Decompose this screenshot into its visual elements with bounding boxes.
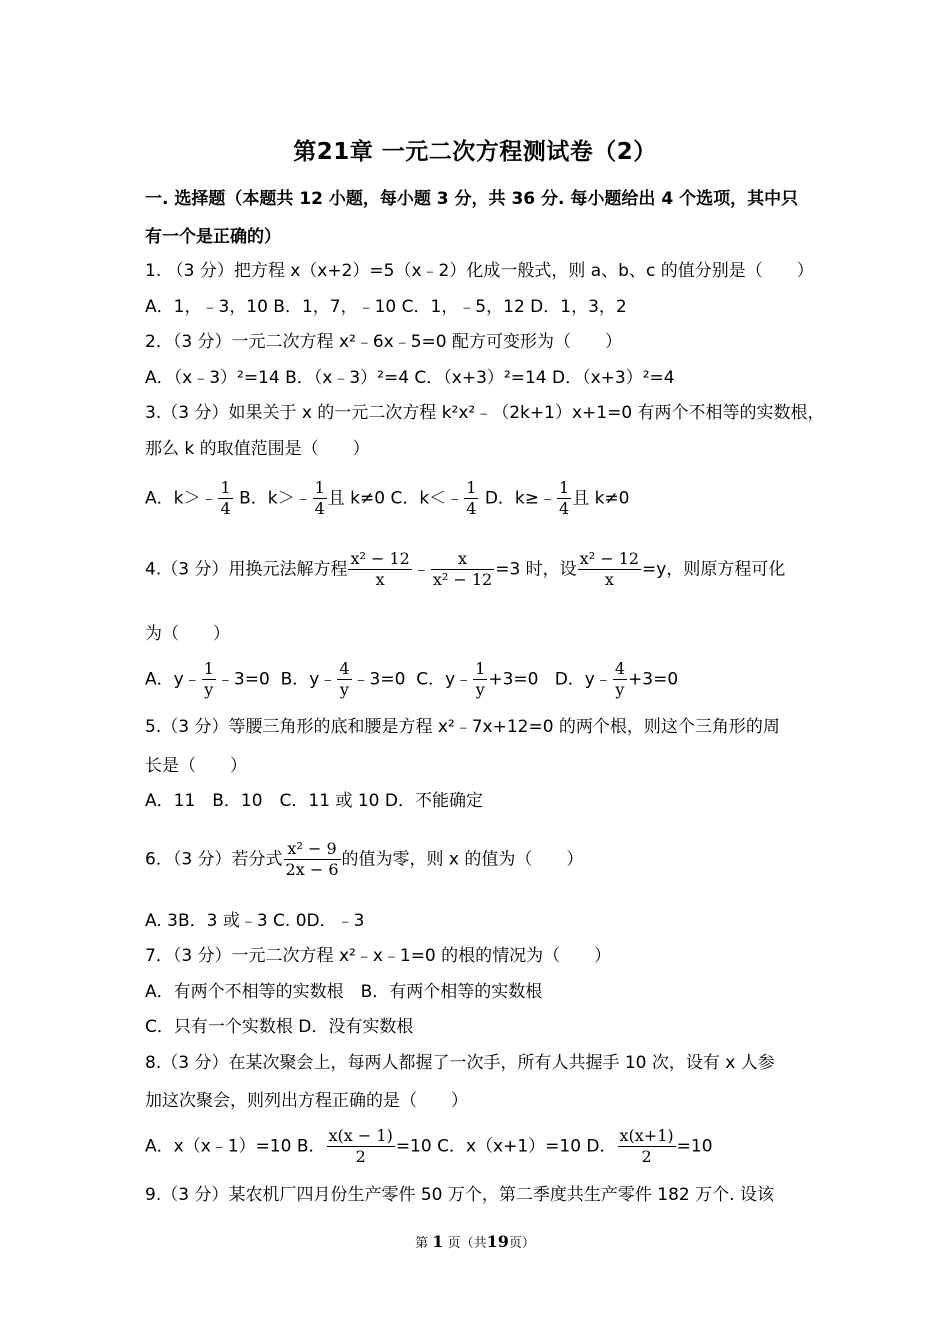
question-4-options: A．y﹣ $\frac{1}{y}$ ﹣3=0 B．y﹣ $\frac{4}{y}$ ﹣3=0 C．y﹣ $\frac{1}{y}$ +3=0 D．y﹣ $\frac{4}{y}$ +3=0 [145,659,679,699]
q4-fraction-2: $\frac{x}{\text{x² − 12}}$ [432,549,493,589]
question-5-options: A．11 B．10 C．11 或 10 D．不能确定 [145,791,483,811]
question-4-stem-line1: 4.（3 分）用换元法解方程 $\frac{\text{x² − 12}}{x}$ ﹣ $\frac{x}{\text{x² − 12}}$ =3 时，设 $\frac{\text{x² − 12}}{x}$ =y，则原方程可化 [145,549,786,589]
q3-option-b-fraction: $\frac{1}{4}$ [314,478,325,518]
q3-option-b: B．k＞﹣ [239,488,312,509]
question-3-stem-line1: 3.（3 分）如果关于 x 的一元二次方程 k²x²﹣（2k+1）x+1=0 有两个不相等的实数根， [145,403,825,423]
current-page-number: 1 [432,1232,444,1251]
total-page-number: 19 [486,1232,509,1251]
question-7-options-line2: C．只有一个实数根 D．没有实数根 [145,1017,414,1037]
question-6-options: A. 3B．3 或﹣3 C. 0D．﹣3 [145,911,365,931]
question-2-options: A．（x﹣3）²=14 B．（x﹣3）²=4 C．（x+3）²=14 D．（x+3）²=4 [145,368,675,388]
page-title: 第21章 一元二次方程测试卷（2） [293,139,657,165]
question-9-stem-line1: 9.（3 分）某农机厂四月份生产零件 50 万个，第二季度共生产零件 182 万个. 设该 [145,1185,774,1205]
q4-option-b-fraction: $\frac{4}{y}$ [339,659,350,699]
question-5-stem-line2: 长是（ ） [145,756,247,776]
q3-option-d: D．k≥﹣ [484,488,556,509]
q6-fraction: $\frac{\text{x² − 9}}{2x - 6}$ [285,839,339,879]
question-8-options: A．x（x﹣1）=10 B． $\frac{x(x - 1)}{2}$ =10 C．x（x+1）=10 D． $\frac{x(x+1)}{2}$ =10 [145,1126,713,1166]
question-7-stem: 7．（3 分）一元二次方程 x²﹣x﹣1=0 的根的情况为（ ） [145,946,612,966]
q3-option-c-fraction: $\frac{1}{4}$ [466,478,477,518]
question-7-options-line1: A．有两个不相等的实数根 B．有两个相等的实数根 [145,982,543,1002]
q8-option-d-fraction: $\frac{x(x+1)}{2}$ [619,1126,674,1166]
question-3-stem-line2: 那么 k 的取值范围是（ ） [145,439,370,459]
q3-option-a-fraction: $\frac{1}{4}$ [220,478,231,518]
question-3-options: A．k＞﹣ $\frac{1}{4}$ B．k＞﹣ $\frac{1}{4}$ 且 k≠0 C．k＜﹣ $\frac{1}{4}$ D．k≥﹣ $\frac{1}{4}$ 且 k≠0 [145,478,630,518]
q4-option-c-fraction: $\frac{1}{y}$ [475,659,486,699]
q8-option-b-fraction: $\frac{x(x - 1)}{2}$ [328,1126,393,1166]
question-5-stem-line1: 5.（3 分）等腰三角形的底和腰是方程 x²﹣7x+12=0 的两个根，则这个三角形的周 [145,717,780,737]
question-8-stem-line2: 加这次聚会，则列出方程正确的是（ ） [145,1091,468,1111]
question-8-stem-line1: 8.（3 分）在某次聚会上，每两人都握了一次手，所有人共握手 10 次，设有 x 人参 [145,1053,775,1073]
section-heading-line2: 有一个是正确的） [145,227,281,247]
q4-fraction-3: $\frac{\text{x² − 12}}{x}$ [579,549,640,589]
page-footer: 第 1 页（共19页） [415,1232,535,1251]
q4-option-a-fraction: $\frac{1}{y}$ [203,659,214,699]
question-6-stem: 6．（3 分）若分式 $\frac{\text{x² − 9}}{2x - 6}$ 的值为零，则 x 的值为（ ） [145,839,584,879]
q3-option-c: C．k＜﹣ [390,488,464,509]
question-2-stem: 2．（3 分）一元二次方程 x²﹣6x﹣5=0 配方可变形为（ ） [145,332,622,352]
q3-option-a: A．k＞﹣ [145,488,218,509]
q4-option-d-fraction: $\frac{4}{y}$ [614,659,626,699]
section-heading-line1: 一. 选择题（本题共 12 小题，每小题 3 分，共 36 分. 每小题给出 4 个选项，其中只 [145,189,799,209]
q3-option-d-fraction: $\frac{1}{4}$ [559,478,570,518]
question-1-stem: 1. （3 分）把方程 x（x+2）=5（x﹣2）化成一般式，则 a、b、c 的值分别是（ ） [145,261,814,281]
question-4-stem-line2: 为（ ） [145,624,230,644]
q4-fraction-1: $\frac{\text{x² − 12}}{x}$ [350,549,410,589]
question-1-options: A．1，﹣3，10 B．1，7，﹣10 C．1，﹣5，12 D．1，3，2 [145,297,627,317]
